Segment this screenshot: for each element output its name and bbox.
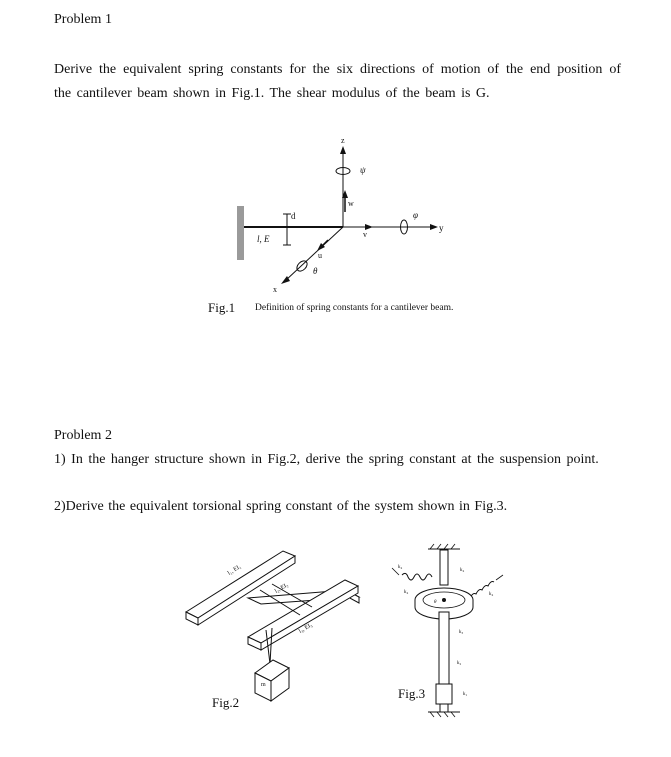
fig1-label-y: y (439, 223, 444, 233)
fig1-caption: Definition of spring constants for a cantilever beam. (255, 303, 454, 313)
fig1-label-w: w (348, 199, 354, 208)
fig3-label-k4b: k₄ (404, 590, 409, 595)
fig3-label-k2: k₂ (457, 661, 462, 666)
fig1-label-theta: θ (313, 266, 318, 276)
fig2-label-mass: m (261, 682, 266, 688)
fig2-label-beam1: l₁, EI₁ (226, 563, 243, 577)
fig3-left-spring (402, 573, 432, 580)
fig2-label: Fig.2 (212, 695, 240, 710)
fig3-label: Fig.3 (398, 686, 426, 701)
fig3-shaft (439, 612, 449, 684)
fig3-label-theta: θ (434, 600, 437, 605)
fig2-label-beam3: l₃, EI₃ (298, 622, 314, 635)
problem2-item2: 2)Derive the equivalent torsional spring constant of the system shown in Fig.3. (54, 499, 508, 514)
fig2-label-beam2: l₂, EI₂ (274, 582, 290, 595)
fig3-label-k3: k₃ (459, 630, 464, 635)
problem1-heading: Problem 1 (54, 12, 112, 27)
fig3-bottom-block (436, 684, 452, 704)
fig1-label-le: l, E (257, 234, 270, 244)
fig1-label-x: x (273, 285, 277, 294)
problem1-text: Derive the equivalent spring constants for the six directions of motion of the end position of the cantilever beam shown in Fig.1. The shear modulus of the beam is G. (54, 62, 621, 101)
fig1-label-d: d (291, 211, 296, 221)
fig1-label-psi: ψ (360, 165, 366, 175)
fig3-label-k4a: k₄ (460, 568, 465, 573)
fig3-label-k1: k₁ (463, 692, 468, 697)
problem2-item1: 1) In the hanger structure shown in Fig.2, derive the spring constant at the suspension point. (54, 452, 599, 467)
fig3-label-k4c: k₄ (489, 592, 494, 597)
fig1-label-phi: φ (413, 210, 418, 220)
fig1-label: Fig.1 (208, 300, 236, 315)
problem2-heading: Problem 2 (54, 428, 112, 443)
fig3-label-k4d: k₄ (398, 565, 403, 570)
fig1-label-z: z (341, 136, 345, 145)
fig1-label-u: u (318, 251, 322, 260)
fig1-label-v: v (363, 230, 367, 239)
